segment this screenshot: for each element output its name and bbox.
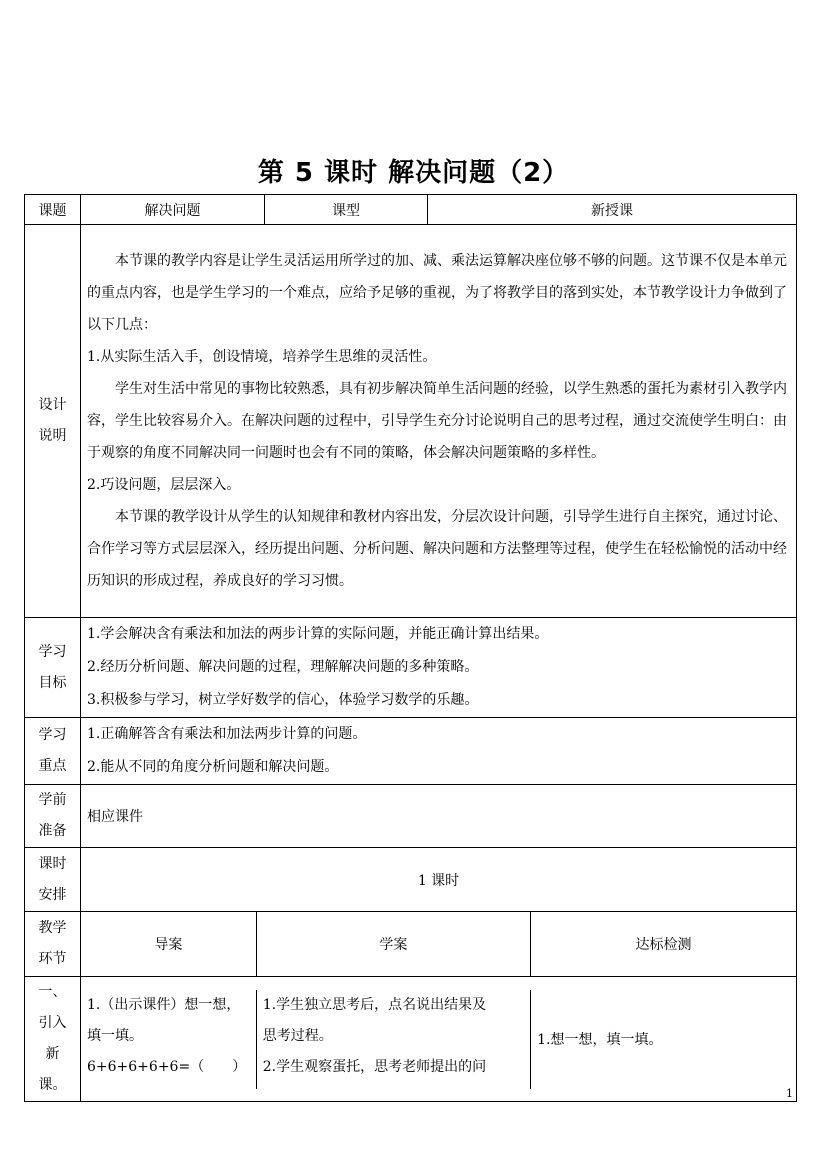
focus-content <box>81 718 797 785</box>
study-line: 思考过程。 <box>262 1027 333 1044</box>
stage-header-row <box>25 912 797 977</box>
design-content <box>81 225 797 618</box>
guide-line: 1.（出示课件）想一想， <box>87 996 241 1013</box>
design-paragraph: 本节课的教学设计从学生的认知规律和教材内容出发，分层次设计问题，引导学生进行自主探究，通过讨论、合作学习等方式层层深入，经历提出问题、分析问题、解决问题和方法整理等过程，使学生在轻松愉悦的活动中经历知识的形成过程，养成良好的学习习惯。 <box>87 509 787 589</box>
goals-label: 学习目标 <box>25 618 81 718</box>
check-column-header: 达标检测 <box>531 912 796 976</box>
lesson-plan-table <box>24 194 797 1102</box>
stage1-guide <box>81 990 256 1089</box>
design-label: 设计说明 <box>25 225 81 618</box>
page-title: 第 5 课时 解决问题（2） <box>257 158 570 188</box>
study-line: 2.学生观察蛋托，思考老师提出的问 <box>262 1058 487 1075</box>
topic-label: 课题 <box>25 195 81 225</box>
focus-label: 学习重点 <box>25 718 81 785</box>
design-paragraph: 学生对生活中常见的事物比较熟悉，具有初步解决简单生活问题的经验，以学生熟悉的蛋托为素材引入教学内容，学生比较容易介入。在解决问题的过程中，引导学生充分讨论说明自己的思考过程，通过交流使学生明白：由于观察的角度不同解决同一问题时也会有不同的策略，体会解决问题策略的多样性。 <box>87 381 787 461</box>
goal-item: 2.经历分析问题、解决问题的过程，理解解决问题的多种策略。 <box>87 659 479 675</box>
guide-column-header: 导案 <box>81 912 256 976</box>
design-row <box>25 225 797 618</box>
focus-item: 1.正确解答含有乘法和加法两步计算的问题。 <box>87 726 367 742</box>
goal-item: 3.积极参与学习，树立学好数学的信心，体验学习数学的乐趣。 <box>87 692 479 708</box>
study-line: 1.学生独立思考后，点名说出结果及 <box>262 996 487 1013</box>
page-number: 1 <box>786 1087 793 1100</box>
focus-row <box>25 718 797 785</box>
prep-label: 学前准备 <box>25 785 81 848</box>
lesson-type-label: 课型 <box>265 195 428 225</box>
goals-content <box>81 618 797 718</box>
stage1-label: 一、引入新课。 <box>25 977 81 1102</box>
prep-value: 相应课件 <box>81 785 797 848</box>
stage-label: 教学环节 <box>25 912 81 977</box>
stage1-subtable <box>81 990 796 1089</box>
goal-item: 1.学会解决含有乘法和加法的两步计算的实际问题，并能正确计算出结果。 <box>87 626 549 642</box>
goals-row <box>25 618 797 718</box>
lesson-type-value: 新授课 <box>428 195 797 225</box>
focus-item: 2.能从不同的角度分析问题和解决问题。 <box>87 759 339 775</box>
topic-value: 解决问题 <box>81 195 265 225</box>
design-paragraph: 1.从实际生活入手，创设情境，培养学生思维的灵活性。 <box>87 349 437 365</box>
stage1-row <box>25 977 797 1102</box>
guide-line: 6+6+6+6+6=（ ） <box>87 1058 247 1075</box>
design-paragraph: 本节课的教学内容是让学生灵活运用所学过的加、减、乘法运算解决座位够不够的问题。这节课不仅是本单元的重点内容，也是学生学习的一个难点，应给予足够的重视，为了将教学目的落到实处，本节教学设计力争做到了以下几点： <box>87 253 787 333</box>
study-column-header: 学案 <box>256 912 530 976</box>
prep-row <box>25 785 797 848</box>
design-paragraph: 2.巧设问题，层层深入。 <box>87 477 241 493</box>
stage-header-subtable <box>81 912 796 976</box>
schedule-row <box>25 848 797 912</box>
stage1-check: 1.想一想，填一填。 <box>531 990 796 1089</box>
stage1-study <box>256 990 530 1089</box>
guide-line: 填一填。 <box>87 1027 143 1044</box>
schedule-label: 课时安排 <box>25 848 81 912</box>
schedule-value: 1 课时 <box>81 848 797 912</box>
header-row <box>25 195 797 225</box>
